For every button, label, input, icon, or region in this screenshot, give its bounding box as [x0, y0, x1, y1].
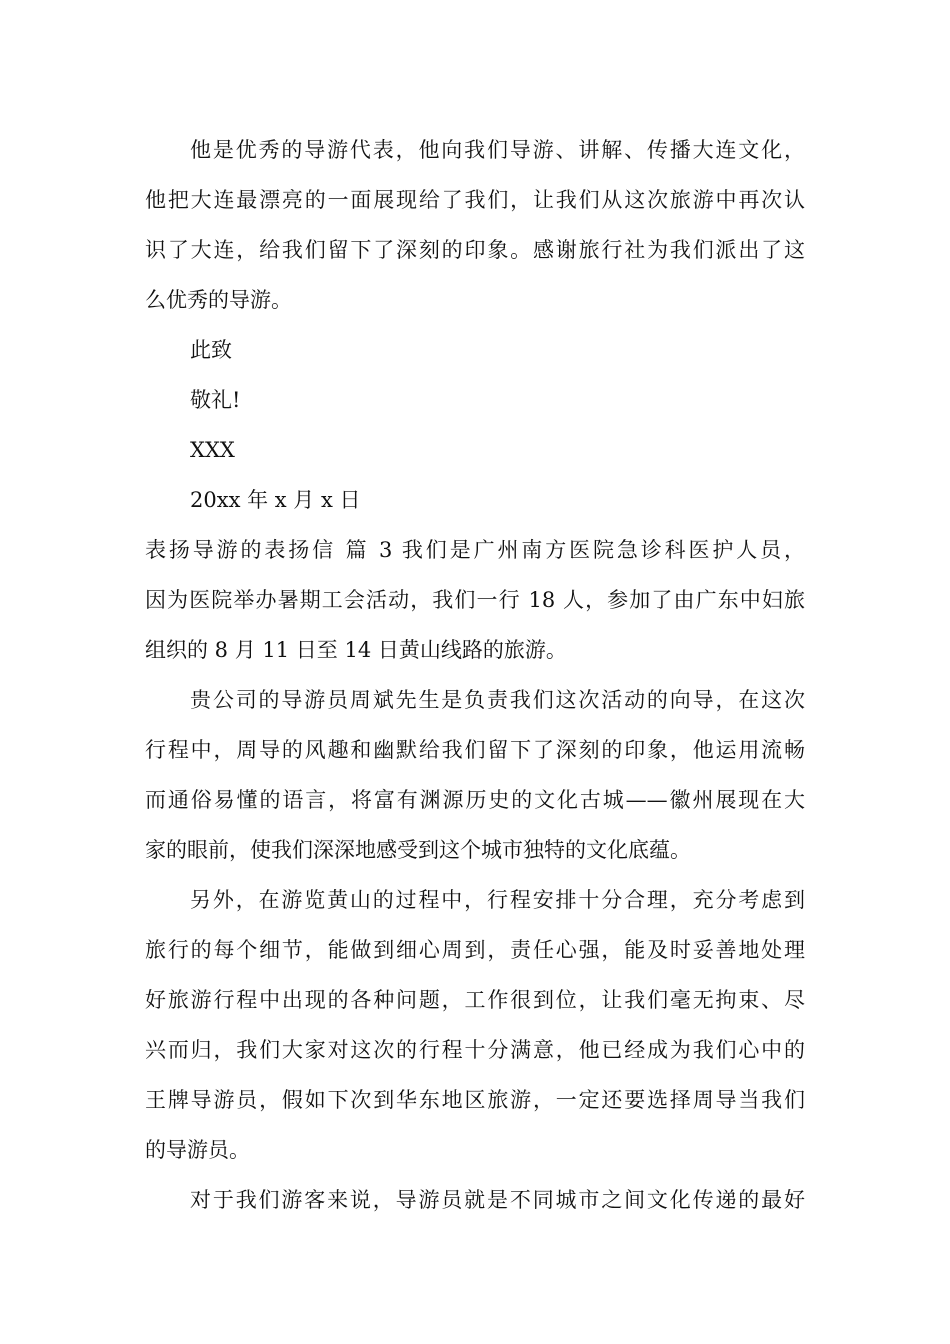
closing-regards: 敬礼!: [190, 388, 241, 412]
paragraph-line: 他是优秀的导游代表，他向我们导游、讲解、传播大连文化，: [190, 138, 805, 162]
paragraph-line: 组织的 8 月 11 日至 14 日黄山线路的旅游。: [145, 638, 567, 662]
signature-name: XXX: [190, 438, 235, 462]
paragraph-line: 因为医院举办暑期工会活动，我们一行 18 人，参加了由广东中妇旅: [145, 588, 805, 612]
paragraph-line: 王牌导游员，假如下次到华东地区旅游，一定还要选择周导当我们: [145, 1088, 805, 1112]
section-heading-line: 表扬导游的表扬信 篇 3 我们是广州南方医院急诊科医护人员，: [145, 538, 805, 562]
paragraph-line: 行程中，周导的风趣和幽默给我们留下了深刻的印象，他运用流畅: [145, 738, 805, 762]
paragraph-line: 而通俗易懂的语言，将富有渊源历史的文化古城——徽州展现在大: [145, 788, 805, 812]
paragraph-line: 他把大连最漂亮的一面展现给了我们，让我们从这次旅游中再次认: [145, 188, 805, 212]
paragraph-line: 兴而归，我们大家对这次的行程十分满意，他已经成为我们心中的: [145, 1038, 805, 1062]
paragraph-line: 家的眼前，使我们深深地感受到这个城市独特的文化底蕴。: [145, 838, 691, 862]
paragraph-line: 的导游员。: [145, 1138, 250, 1162]
paragraph-line: 好旅游行程中出现的各种问题，工作很到位，让我们毫无拘束、尽: [145, 988, 805, 1012]
paragraph-line: 识了大连，给我们留下了深刻的印象。感谢旅行社为我们派出了这: [145, 238, 805, 262]
closing-salutation: 此致: [190, 338, 232, 362]
paragraph-line: 另外，在游览黄山的过程中，行程安排十分合理，充分考虑到: [190, 888, 805, 912]
paragraph-line: 么优秀的导游。: [145, 288, 292, 312]
paragraph-line: 贵公司的导游员周斌先生是负责我们这次活动的向导，在这次: [190, 688, 805, 712]
paragraph-line: 旅行的每个细节，能做到细心周到，责任心强，能及时妥善地处理: [145, 938, 805, 962]
paragraph-line: 对于我们游客来说，导游员就是不同城市之间文化传递的最好: [190, 1188, 805, 1212]
signature-date: 20xx 年 x 月 x 日: [190, 488, 361, 512]
